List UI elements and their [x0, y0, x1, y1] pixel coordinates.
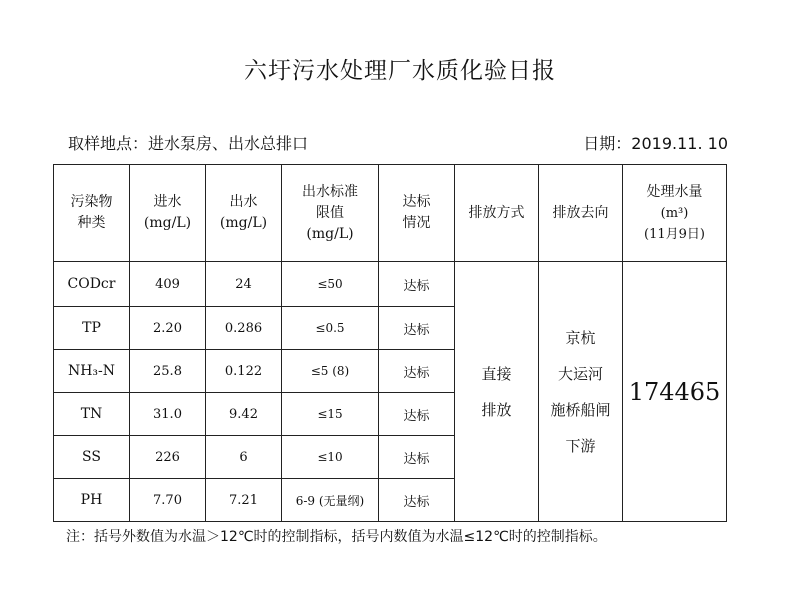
- limit-value: 6-9 (无量纲): [282, 479, 379, 522]
- limit-value: ≤10: [282, 436, 379, 479]
- compliance-status: 达标: [379, 479, 455, 522]
- header-inflow: 进水 (mg/L): [130, 165, 206, 262]
- inflow-value: 7.70: [130, 479, 206, 522]
- header-outflow: 出水 (mg/L): [206, 165, 282, 262]
- header-treated-volume: [623, 165, 727, 262]
- header-pollutant: 污染物 种类: [54, 165, 130, 262]
- outflow-value: 9.42: [206, 393, 282, 436]
- discharge-method: 直接 排放: [455, 262, 539, 522]
- compliance-status: 达标: [379, 262, 455, 307]
- header-volume-date: (11月9日): [644, 226, 705, 242]
- limit-value: ≤0.5: [282, 307, 379, 350]
- header-volume-unit: (m³): [660, 205, 689, 221]
- header-limit: 出水标准 限值 (mg/L): [282, 165, 379, 262]
- inflow-value: 31.0: [130, 393, 206, 436]
- limit-value: ≤5 (8): [282, 350, 379, 393]
- inflow-value: 2.20: [130, 307, 206, 350]
- report-title: 六圩污水处理厂水质化验日报: [244, 58, 556, 84]
- header-compliance: 达标 情况: [379, 165, 455, 262]
- limit-value: ≤50: [282, 262, 379, 307]
- outflow-value: 6: [206, 436, 282, 479]
- water-quality-table: [53, 164, 727, 522]
- inflow-value: 226: [130, 436, 206, 479]
- pollutant-name: PH: [54, 479, 130, 522]
- inflow-value: 409: [130, 262, 206, 307]
- outflow-value: 0.122: [206, 350, 282, 393]
- footnote: 注：括号外数值为水温＞12℃时的控制指标，括号内数值为水温≤12℃时的控制指标。: [66, 529, 607, 545]
- treated-volume: 174465: [623, 262, 727, 522]
- discharge-destination: 京杭 大运河 施桥船闸 下游: [539, 262, 623, 522]
- pollutant-name: SS: [54, 436, 130, 479]
- header-row: [54, 165, 727, 262]
- outflow-value: 24: [206, 262, 282, 307]
- pollutant-name: CODcr: [54, 262, 130, 307]
- compliance-status: 达标: [379, 350, 455, 393]
- outflow-value: 7.21: [206, 479, 282, 522]
- pollutant-name: TN: [54, 393, 130, 436]
- report-date: 日期：2019.11. 10: [583, 134, 728, 153]
- compliance-status: 达标: [379, 393, 455, 436]
- pollutant-name: NH₃-N: [54, 350, 130, 393]
- outflow-value: 0.286: [206, 307, 282, 350]
- limit-value: ≤15: [282, 393, 379, 436]
- compliance-status: 达标: [379, 436, 455, 479]
- inflow-value: 25.8: [130, 350, 206, 393]
- header-discharge-method: 排放方式: [455, 165, 539, 262]
- header-discharge-destination: 排放去向: [539, 165, 623, 262]
- sampling-location: 取样地点：进水泵房、出水总排口: [68, 134, 309, 153]
- pollutant-name: TP: [54, 307, 130, 350]
- compliance-status: 达标: [379, 307, 455, 350]
- header-volume-title: 处理水量: [646, 183, 703, 200]
- table-row: [54, 262, 727, 307]
